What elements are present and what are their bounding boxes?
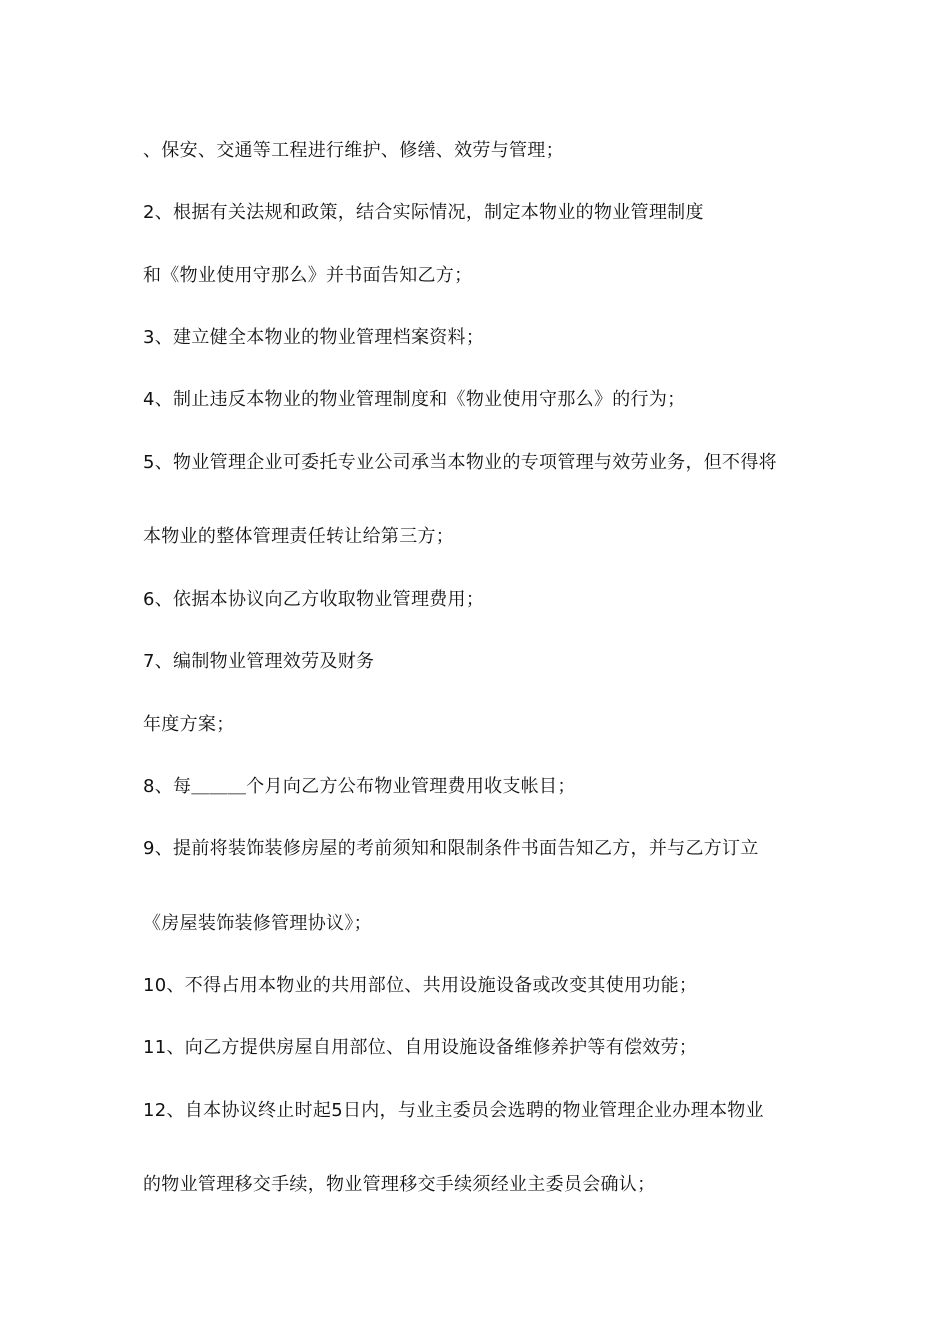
text-line: 的物业管理移交手续，物业管理移交手续须经业主委员会确认； — [143, 1174, 656, 1195]
text-line: 4、制止违反本物业的物业管理制度和《物业使用守那么》的行为； — [143, 389, 686, 410]
text-line: 7、编制物业管理效劳及财务 — [143, 651, 375, 672]
text-line: 12、自本协议终止时起5日内，与业主委员会选聘的物业管理企业办理本物业 — [143, 1100, 764, 1121]
text-line: 和《物业使用守那么》并书面告知乙方； — [143, 265, 473, 286]
text-line: 3、建立健全本物业的物业管理档案资料； — [143, 327, 485, 348]
text-line: 、保安、交通等工程进行维护、修缮、效劳与管理； — [143, 140, 564, 161]
text-line: 8、每＿＿＿个月向乙方公布物业管理费用收支帐目； — [143, 776, 576, 797]
text-line: 本物业的整体管理责任转让给第三方； — [143, 526, 455, 547]
text-line: 5、物业管理企业可委托专业公司承当本物业的专项管理与效劳业务，但不得将 — [143, 452, 777, 473]
text-line: 2、根据有关法规和政策，结合实际情况，制定本物业的物业管理制度 — [143, 202, 704, 223]
text-line: 10、不得占用本物业的共用部位、共用设施设备或改变其使用功能； — [143, 975, 698, 996]
text-line: 年度方案； — [143, 714, 235, 735]
text-line: 6、依据本协议向乙方收取物业管理费用； — [143, 589, 485, 610]
text-line: 《房屋装饰装修管理协议》； — [143, 913, 372, 934]
text-line: 11、向乙方提供房屋自用部位、自用设施设备维修养护等有偿效劳； — [143, 1037, 698, 1058]
text-line: 9、提前将装饰装修房屋的考前须知和限制条件书面告知乙方，并与乙方订立 — [143, 838, 759, 859]
